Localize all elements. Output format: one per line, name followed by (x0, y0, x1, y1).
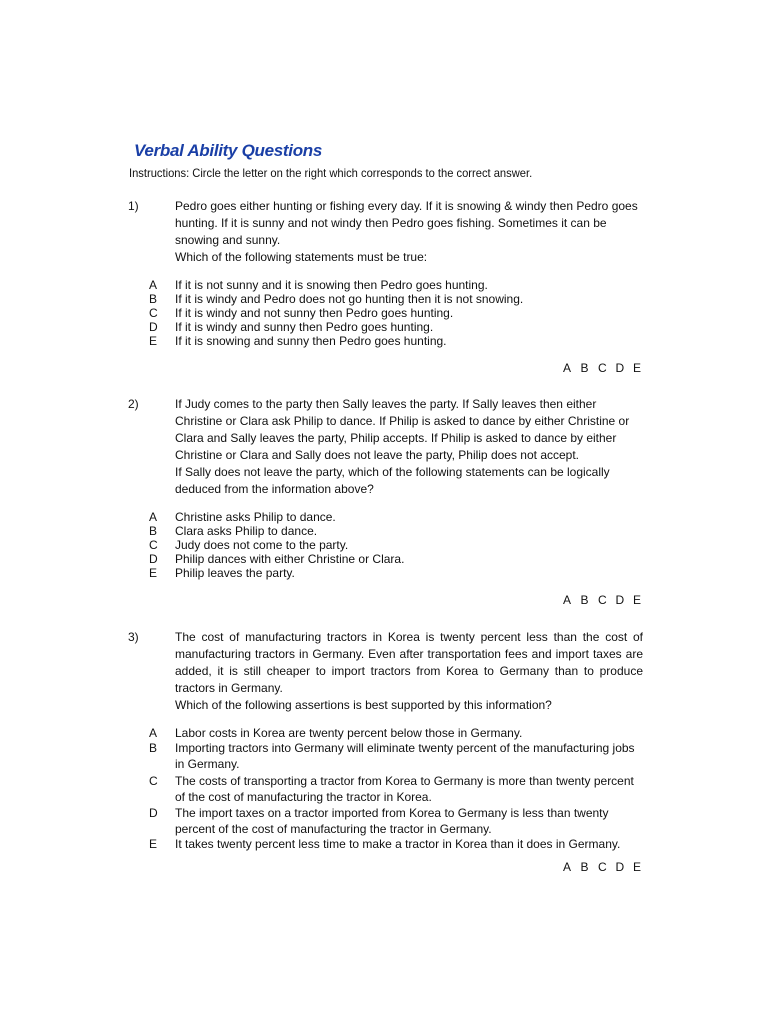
option-b[interactable] (0, 740, 768, 772)
answer-choices (563, 361, 651, 375)
option-text: The costs of transporting a tractor from Korea to Germany is more than twenty percent of the cost of manufacturing the tractor in Korea. (175, 774, 634, 804)
option-letter: A (149, 510, 158, 524)
question-paragraph: Pedro goes either hunting or fishing every day. If it is snowing & windy then Pedro goes hunting. If it is sunny and not windy then Pedro goes fishing. Sometimes it can be snowing and sunny. (175, 199, 638, 247)
option-letter: D (149, 320, 158, 334)
question-prompt: Which of the following statements must be true: (175, 250, 428, 264)
option-b[interactable] (0, 524, 768, 538)
option-text: Importing tractors into Germany will eliminate twenty percent of the manufacturing jobs in Germany. (175, 741, 635, 771)
question-prompt: Which of the following assertions is best supported by this information? (175, 698, 552, 712)
option-letter: B (149, 741, 158, 755)
option-text: If it is windy and sunny then Pedro goes hunting. (175, 320, 434, 334)
question-text (175, 198, 643, 266)
option-letter: D (149, 552, 158, 566)
answer-choice-b[interactable]: B (580, 593, 589, 607)
option-text: It takes twenty percent less time to make a tractor in Korea than it does in Germany. (175, 837, 621, 851)
question-number: 3) (128, 630, 139, 644)
option-text: The import taxes on a tractor imported from Korea to Germany is less than twenty percent of the cost of manufacturing the tractor in Germany. (175, 806, 609, 836)
option-letter: B (149, 292, 158, 306)
answer-choice-a[interactable]: A (563, 361, 572, 375)
answer-choice-c[interactable]: C (598, 593, 607, 607)
option-list (0, 510, 768, 580)
option-list (0, 278, 768, 348)
option-d[interactable] (0, 552, 768, 566)
option-d[interactable] (0, 805, 768, 837)
question-number: 1) (128, 199, 139, 213)
answer-choices (563, 860, 651, 874)
question-paragraph: If Judy comes to the party then Sally leaves the party. If Sally leaves then either Christine or Clara ask Philip to dance. If Philip is asked to dance by either Christine or Clara and Sally leaves the party, Philip accepts. If Philip is asked to dance by either Christine or Clara and Sally does not leave the party, Philip does not accept. (175, 397, 630, 462)
question-prompt: If Sally does not leave the party, which of the following statements can be logically deduced from the information above? (175, 465, 610, 496)
question-number: 2) (128, 397, 139, 411)
option-text: If it is not sunny and it is snowing then Pedro goes hunting. (175, 278, 488, 292)
option-text: If it is windy and not sunny then Pedro goes hunting. (175, 306, 454, 320)
option-letter: C (149, 306, 158, 320)
option-text: If it is windy and Pedro does not go hunting then it is not snowing. (175, 292, 524, 306)
answer-choice-a[interactable]: A (563, 860, 572, 874)
option-text: Christine asks Philip to dance. (175, 510, 336, 524)
option-letter: D (149, 806, 158, 820)
option-letter: E (149, 566, 158, 580)
option-a[interactable] (0, 510, 768, 524)
option-d[interactable] (0, 320, 768, 334)
option-letter: B (149, 524, 158, 538)
answer-choice-d[interactable]: D (615, 593, 625, 607)
option-c[interactable] (0, 773, 768, 805)
option-c[interactable] (0, 306, 768, 320)
option-a[interactable] (0, 278, 768, 292)
question-paragraph: The cost of manufacturing tractors in Korea is twenty percent less than the cost of manufacturing tractors in Germany. Even after transportation fees and import taxes are added, it is still cheaper to import tractors from Korea to Germany than to produce tractors in Germany. (175, 630, 643, 695)
answer-choice-e[interactable]: E (633, 593, 642, 607)
option-list (0, 726, 768, 851)
answer-choice-d[interactable]: D (615, 860, 625, 874)
answer-choice-b[interactable]: B (580, 860, 589, 874)
option-letter: E (149, 334, 158, 348)
answer-choice-e[interactable]: E (633, 860, 642, 874)
answer-choices (563, 593, 651, 607)
answer-choice-b[interactable]: B (580, 361, 589, 375)
option-text: Labor costs in Korea are twenty percent below those in Germany. (175, 726, 523, 740)
answer-choice-c[interactable]: C (598, 860, 607, 874)
option-text: Philip leaves the party. (175, 566, 295, 580)
answer-choice-e[interactable]: E (633, 361, 642, 375)
option-text: If it is snowing and sunny then Pedro goes hunting. (175, 334, 447, 348)
answer-choice-c[interactable]: C (598, 361, 607, 375)
question-text (175, 629, 643, 714)
option-b[interactable] (0, 292, 768, 306)
option-c[interactable] (0, 538, 768, 552)
option-e[interactable] (0, 837, 768, 851)
option-a[interactable] (0, 726, 768, 740)
option-letter: C (149, 774, 158, 788)
page-title: Verbal Ability Questions (134, 141, 323, 160)
answer-choice-a[interactable]: A (563, 593, 572, 607)
question-text (175, 396, 643, 498)
option-e[interactable] (0, 566, 768, 580)
answer-choice-d[interactable]: D (615, 361, 625, 375)
option-letter: A (149, 278, 158, 292)
option-e[interactable] (0, 334, 768, 348)
option-letter: A (149, 726, 158, 740)
instructions-text: Instructions: Circle the letter on the right which corresponds to the correct answer. (129, 166, 533, 180)
option-letter: C (149, 538, 158, 552)
option-text: Judy does not come to the party. (175, 538, 349, 552)
option-text: Clara asks Philip to dance. (175, 524, 318, 538)
option-letter: E (149, 837, 158, 851)
option-text: Philip dances with either Christine or Clara. (175, 552, 405, 566)
